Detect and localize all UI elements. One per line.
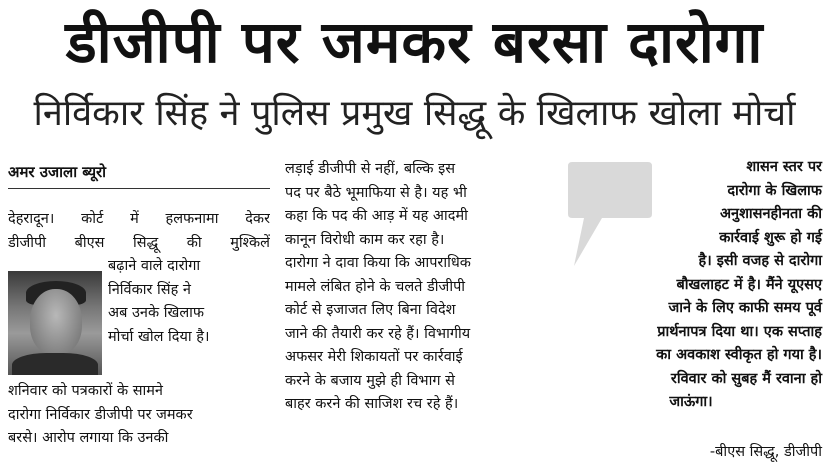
text-line: डीजीपी बीएस सिद्धू की मुश्किलें bbox=[8, 234, 270, 251]
quote-line: रविवार को सुबह मैं रवाना हो bbox=[670, 370, 822, 387]
column2 bbox=[285, 158, 547, 417]
quote-attribution: -बीएस सिद्धू, डीजीपी bbox=[709, 444, 822, 460]
text-line: मामले लंबित होने के चलते डीजीपी bbox=[285, 278, 466, 295]
text-line: शनिवार को पत्रकारों के सामने bbox=[8, 383, 163, 399]
quote-line: का अवकाश स्वीकृत हो गया है। bbox=[656, 347, 822, 363]
byline: अमर उजाला ब्यूरो bbox=[8, 163, 107, 181]
text-line: बढ़ाने वाले दारोगा bbox=[108, 258, 201, 274]
text-line: दारोगा ने दावा किया कि आपराधिक bbox=[285, 255, 471, 271]
text-line: देहरादून। कोर्ट में हलफनामा देकर bbox=[8, 211, 270, 227]
byline-divider bbox=[8, 188, 270, 189]
quote-line: जाऊंगा। bbox=[669, 394, 713, 410]
quote-line: दारोगा के खिलाफ bbox=[727, 182, 822, 199]
pull-quote bbox=[560, 156, 822, 415]
portrait-photo bbox=[8, 271, 102, 375]
text-line: अफसर मेरी शिकायतों पर कार्रवाई bbox=[285, 349, 463, 365]
text-line: बरसे। आरोप लगाया कि उनकी bbox=[8, 430, 169, 446]
text-line: कानून विरोधी काम कर रहा है। bbox=[285, 231, 445, 248]
text-line: लड़ाई डीजीपी से नहीं, बल्कि इस bbox=[285, 161, 456, 177]
quote-line: शासन स्तर पर bbox=[746, 159, 822, 175]
quote-line: जाने के लिए काफी समय पूर्व bbox=[668, 300, 822, 316]
photo-face bbox=[30, 289, 82, 355]
text-line: करने के बजाय मुझे ही विभाग से bbox=[285, 372, 455, 389]
photo-body bbox=[12, 353, 98, 375]
quote-line: अनुशासनहीनता की bbox=[719, 206, 822, 222]
text-line: निर्विकार सिंह ने bbox=[108, 281, 191, 298]
column1-wrap bbox=[108, 255, 270, 349]
text-line: अब उनके खिलाफ bbox=[108, 305, 205, 321]
subheadline: निर्विकार सिंह ने पुलिस प्रमुख सिद्धू के खिलाफ खोला मोर्चा bbox=[33, 93, 796, 134]
text-line: जाने की तैयारी कर रहे हैं। विभागीय bbox=[285, 325, 471, 342]
headline: डीजीपी पर जमकर बरसा दारोगा bbox=[65, 8, 764, 76]
column1-bottom bbox=[8, 380, 270, 451]
text-line: मोर्चा खोल दिया है। bbox=[108, 328, 210, 345]
text-line: बाहर करने की साजिश रच रहे हैं। bbox=[285, 396, 459, 412]
text-line: दारोगा निर्विकार डीजीपी पर जमकर bbox=[8, 406, 193, 423]
text-line: कोर्ट से इजाजत लिए बिना विदेश bbox=[285, 302, 456, 318]
quote-line: बौखलाहट में है। मैंने यूएसए bbox=[676, 276, 822, 293]
column1-top bbox=[8, 208, 270, 255]
quote-line: प्रार्थनापत्र दिया था। एक सप्ताह bbox=[657, 323, 822, 340]
quote-line: कार्रवाई शुरू हो गई bbox=[719, 229, 822, 246]
quote-line: है। इसी वजह से दारोगा bbox=[698, 253, 822, 269]
text-line: पद पर बैठे भूमाफिया से है। यह भी bbox=[285, 184, 467, 201]
text-line: कहा कि पद की आड़ में यह आदमी bbox=[285, 208, 468, 224]
